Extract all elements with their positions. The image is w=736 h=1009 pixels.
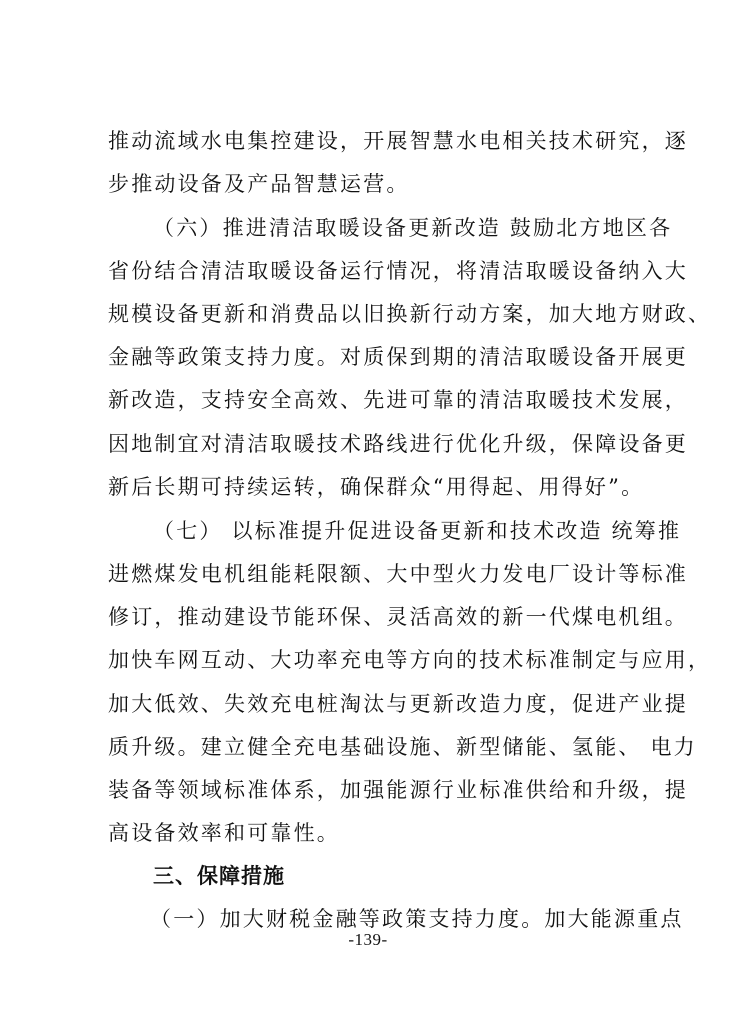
section-six-heading-line: （六）推进清洁取暖设备更新改造 鼓励北方地区各 <box>153 216 673 240</box>
text-line: 省份结合清洁取暖设备运行情况，将清洁取暖设备纳入大 <box>108 259 688 283</box>
page-number: -139- <box>348 930 388 949</box>
text-line: 因地制宜对清洁取暖技术路线进行优化升级，保障设备更 <box>108 432 688 456</box>
text-line: 加快车网互动、大功率充电等方向的技术标准制定与应用， <box>108 648 712 672</box>
text-line: 金融等政策支持力度。对质保到期的清洁取暖设备开展更 <box>108 345 688 369</box>
section-heading-safeguards: 三、保障措施 <box>153 864 285 888</box>
text-line: 步推动设备及产品智慧运营。 <box>108 172 410 196</box>
text-line: 质升级。建立健全充电基础设施、新型储能、氢能、 电力 <box>108 735 697 759</box>
section-seven-heading-line: （七） 以标准提升促进设备更新和技术改造 统筹推 <box>153 519 682 543</box>
text-line: 修订，推动建设节能环保、灵活高效的新一代煤电机组。 <box>108 605 688 629</box>
text-line: 新改造，支持安全高效、先进可靠的清洁取暖技术发展， <box>108 388 688 412</box>
text-line: 加大低效、失效充电桩淘汰与更新改造力度，促进产业提 <box>108 692 688 716</box>
text-line: （一）加大财税金融等政策支持力度。加大能源重点 <box>150 907 684 931</box>
text-line: 装备等领域标准体系，加强能源行业标准供给和升级，提 <box>108 778 688 802</box>
text-line: 进燃煤发电机组能耗限额、大中型火力发电厂设计等标准 <box>108 562 688 586</box>
text-line: 规模设备更新和消费品以旧换新行动方案，加大地方财政、 <box>108 302 712 326</box>
text-line: 推动流域水电集控建设，开展智慧水电相关技术研究，逐 <box>108 129 688 153</box>
text-line: 高设备效率和可靠性。 <box>108 821 340 845</box>
text-line: 新后长期可持续运转，确保群众“用得起、用得好”。 <box>108 475 645 499</box>
